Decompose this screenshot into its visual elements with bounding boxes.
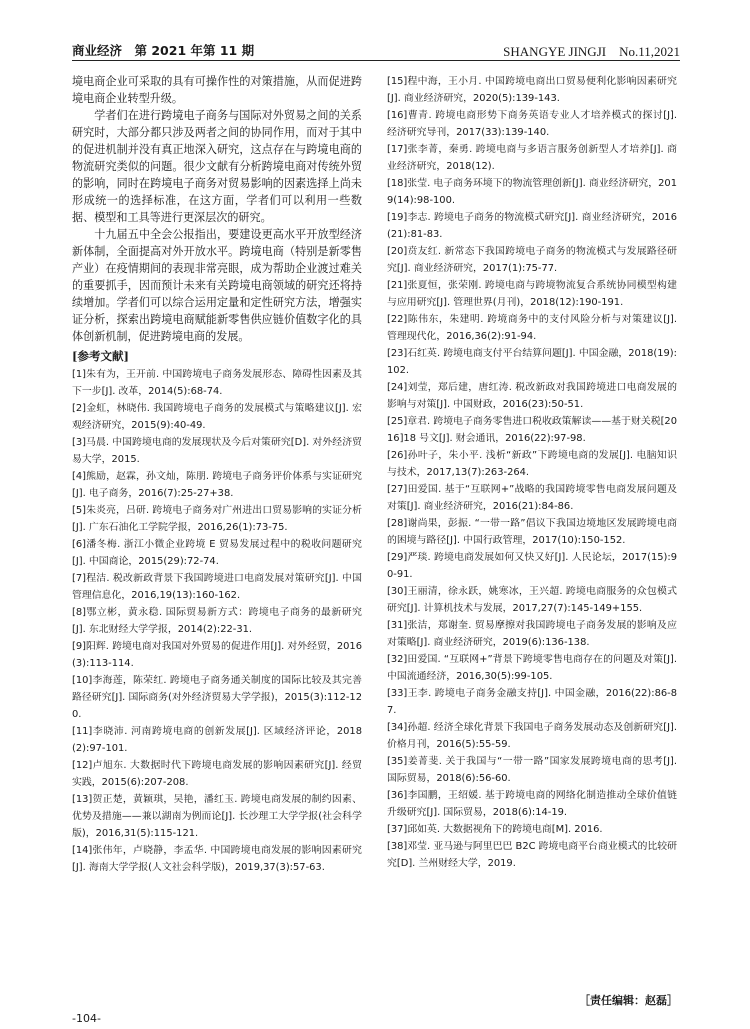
- reference-item: [1]朱有为，王开前. 中国跨境电子商务发展形态、障碍性因素及其下一步[J]. 改革，2014(5):68-74.: [72, 369, 362, 397]
- reference-item: [30]王丽清，徐永跃，姚寒冰，王兴超. 跨境电商服务的众包模式研究[J]. 计算机技术与发展，2017,27(7):145-149+155.: [387, 586, 677, 614]
- reference-item: [29]严琰. 跨境电商发展如何又快又好[J]. 人民论坛，2017(15):90-91.: [387, 552, 677, 580]
- reference-item: [31]张洁，郑谢奎. 贸易摩擦对我国跨境电子商务发展的影响及应对策略[J]. 商业经济研究，2019(6):136-138.: [387, 620, 677, 648]
- reference-item: [13]贺正楚，黄颖琪，吴艳，潘红玉. 跨境电商发展的制约因素、优势及措施——兼以湖南为例而论[J]. 长沙理工大学学报(社会科学版)，2016,31(5):115-121.: [72, 794, 362, 839]
- reference-item: [35]姜菁斐. 关于我国与“一带一路”国家发展跨境电商的思考[J]. 国际贸易，2018(6):56-60.: [387, 756, 677, 784]
- journal-title: 商业经济 第 2021 年第 11 期: [72, 43, 255, 58]
- reference-item: [12]卢旭东. 大数据时代下跨境电商发展的影响因素研究[J]. 经贸实践，2015(6):207-208.: [72, 760, 362, 788]
- page-number: -104-: [72, 1012, 101, 1025]
- reference-item: [25]章君. 跨境电子商务零售进口税收政策解读——基于财关税[2016]18 号文[J]. 财会通讯，2016(22):97-98.: [387, 416, 677, 444]
- reference-item: [6]潘冬梅. 浙江小微企业跨境 E 贸易发展过程中的税收问题研究[J]. 中国商论，2015(29):72-74.: [72, 539, 362, 567]
- reference-item: [22]陈伟东，朱建明. 跨境商务中的支付风险分析与对策建议[J]. 管理现代化，2016,36(2):91-94.: [387, 314, 677, 342]
- references-heading: [参考文献]: [72, 349, 129, 363]
- body-paragraph: 十九届五中全会公报指出，要建设更高水平开放型经济新体制，全面提高对外开放水平。跨境电商（特别是新零售产业）在疫情期间的表现非常亮眼，成为帮助企业渡过难关的重要抓手，因而预计未来有关跨境电商领域的研究还将持续增加。学者们可以综合运用定量和定性研究方法，增强实证分析，探索出跨境电商赋能新零售供应链价值数字化的具体创新机制，促进跨境电商的发展。: [72, 228, 362, 343]
- reference-item: [10]李海莲，陈荣红. 跨境电子商务通关制度的国际比较及其完善路径研究[J]. 国际商务(对外经济贸易大学学报)，2015(3):112-120.: [72, 675, 362, 720]
- reference-item: [4]熊励，赵霖，孙文灿，陈朋. 跨境电子商务评价体系与实证研究[J]. 电子商务，2016(7):25-27+38.: [72, 471, 362, 499]
- reference-item: [37]邱如英. 大数据视角下的跨境电商[M]. 2016.: [387, 824, 603, 835]
- reference-item: [20]贲友红. 新常态下我国跨境电子商务的物流模式与发展路径研究[J]. 商业经济研究，2017(1):75-77.: [387, 246, 677, 274]
- reference-item: [3]马晨. 中国跨境电商的发展现状及今后对策研究[D]. 对外经济贸易大学，2015.: [72, 437, 362, 465]
- journal-title-en: SHANGYE JINGJI No.11,2021: [503, 44, 680, 59]
- reference-item: [11]李晓沛. 河南跨境电商的创新发展[J]. 区域经济评论，2018(2):97-101.: [72, 726, 362, 754]
- reference-item: [33]王李. 跨境电子商务金融支持[J]. 中国金融，2016(22):86-87.: [387, 688, 677, 716]
- reference-item: [21]张夏恒，张荣刚. 跨境电商与跨境物流复合系统协同模型构建与应用研究[J]. 管理世界(月刊)，2018(12):190-191.: [387, 280, 677, 308]
- reference-item: [36]李国鹏，王绍媛. 基于跨境电商的网络化制造推动全球价值链升级研究[J]. 国际贸易，2018(6):14-19.: [387, 790, 677, 818]
- reference-item: [34]孙超. 经济全球化背景下我国电子商务发展动态及创新研究[J]. 价格月刊，2016(5):55-59.: [387, 722, 677, 750]
- body-paragraph: 学者们在进行跨境电子商务与国际对外贸易之间的关系研究时，大部分都只涉及两者之间的协同作用，而对于其中的促进机制并没有真正地深入研究，这点存在与跨境电商的物流研究类似的问题。很少文献有分析跨境电商对传统外贸的影响，同时在跨境电子商务对贸易影响的因素选择上尚未形成统一的选择标准，在这方面，学者们可以利用一些数据、模型和工具等进行更深层次的研究。: [72, 109, 362, 224]
- reference-item: [26]孙叶子，朱小平. 浅析“新政”下跨境电商的发展[J]. 电脑知识与技术，2017,13(7):263-264.: [387, 450, 677, 478]
- running-header: [72, 40, 680, 61]
- reference-item: [28]谢尚果，彭振. “一带一路”倡议下我国边境地区发展跨境电商的困境与路径[J]. 中国行政管理，2017(10):150-152.: [387, 518, 677, 546]
- reference-item: [24]刘莹，郑后建，唐红涛. 税改新政对我国跨境进口电商发展的影响与对策[J]. 中国财政，2016(23):50-51.: [387, 382, 677, 410]
- reference-item: [17]张李菁，秦勇. 跨境电商与多语言服务创新型人才培养[J]. 商业经济研究，2018(12).: [387, 144, 677, 172]
- left-column: [72, 73, 362, 876]
- editor-note: ［责任编辑：赵磊］: [579, 994, 678, 1007]
- reference-item: [18]张莹. 电子商务环境下的物流管理创新[J]. 商业经济研究，2019(14):98-100.: [387, 178, 677, 206]
- reference-item: [32]田爱国. “互联网+”背景下跨境零售电商存在的问题及对策[J]. 中国流通经济，2016,30(5):99-105.: [387, 654, 677, 682]
- reference-item: [38]邓莹. 亚马逊与阿里巴巴 B2C 跨境电商平台商业模式的比较研究[D]. 兰州财经大学，2019.: [387, 841, 677, 869]
- reference-item: [2]金虹，林晓伟. 我国跨境电子商务的发展模式与策略建议[J]. 宏观经济研究，2015(9):40-49.: [72, 403, 362, 431]
- reference-item: [7]程洁. 税改新政背景下我国跨境进口电商发展对策研究[J]. 中国管理信息化，2016,19(13):160-162.: [72, 573, 362, 601]
- reference-item: [23]石红英. 跨境电商支付平台结算问题[J]. 中国金融，2018(19):102.: [387, 348, 677, 376]
- body-paragraph: 境电商企业可采取的具有可操作性的对策措施，从而促进跨境电商企业转型升级。: [72, 75, 362, 105]
- reference-item: [9]阳辉. 跨境电商对我国对外贸易的促进作用[J]. 对外经贸，2016(3):113-114.: [72, 641, 362, 669]
- reference-item: [8]鄂立彬，黄永稳. 国际贸易新方式：跨境电子商务的最新研究[J]. 东北财经大学学报，2014(2):22-31.: [72, 607, 362, 635]
- reference-item: [15]程中海，王小月. 中国跨境电商出口贸易便利化影响因素研究[J]. 商业经济研究，2020(5):139-143.: [387, 76, 677, 104]
- reference-item: [19]李志. 跨境电子商务的物流模式研究[J]. 商业经济研究，2016(21):81-83.: [387, 212, 677, 240]
- reference-item: [14]张伟年，卢晓静，李孟华. 中国跨境电商发展的影响因素研究[J]. 海南大学学报(人文社会科学版)，2019,37(3):57-63.: [72, 845, 362, 873]
- reference-item: [5]朱炎亮，吕研. 跨境电子商务对广州进出口贸易影响的实证分析[J]. 广东石油化工学院学报，2016,26(1):73-75.: [72, 505, 362, 533]
- right-column: [387, 73, 677, 872]
- reference-item: [16]曹青. 跨境电商形势下商务英语专业人才培养模式的探讨[J]. 经济研究导刊，2017(33):139-140.: [387, 110, 677, 138]
- reference-item: [27]田爱国. 基于“互联网+”战略的我国跨境零售电商发展问题及对策[J]. 商业经济研究，2016(21):84-86.: [387, 484, 677, 512]
